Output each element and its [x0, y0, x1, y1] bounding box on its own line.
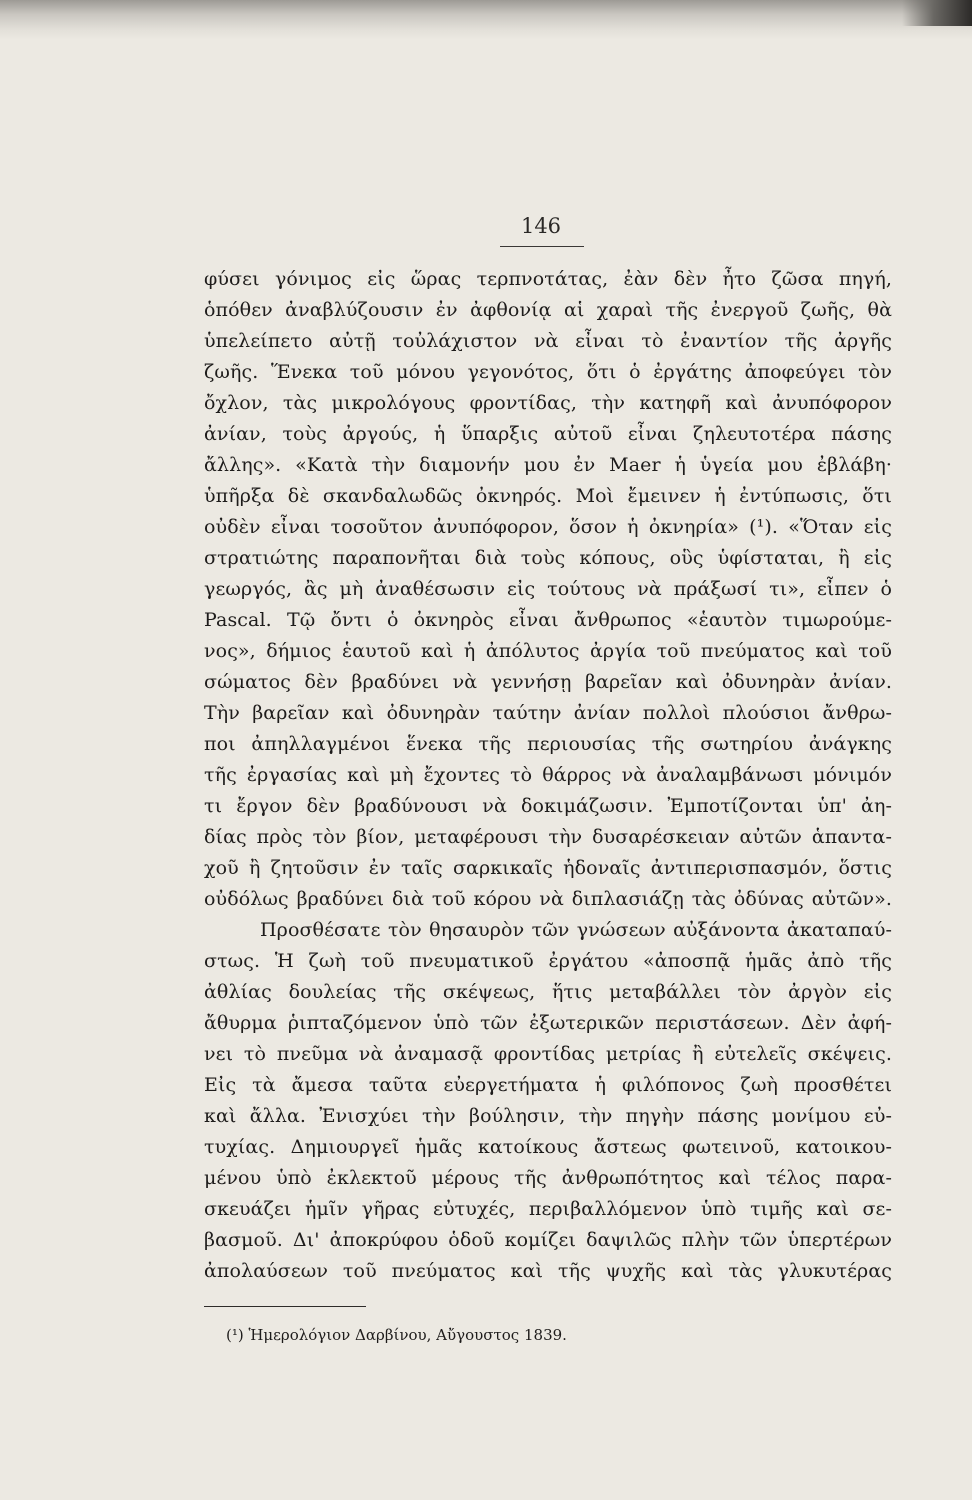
text-line: ὑπῆρξα δὲ σκανδαλωδῶς ὀκνηρός. Μοὶ ἔμεινεν ἡ ἐντύπωσις, ὅτι: [204, 485, 892, 507]
text-line: Pascal. Τῷ ὄντι ὁ ὀκνηρὸς εἶναι ἄνθρωπος «ἑαυτὸν τιμωρούμε-: [204, 609, 892, 631]
text-line: τι ἔργον δὲν βραδύνουσι νὰ δοκιμάζωσιν. Ἐμποτίζονται ὑπ' ἀη-: [204, 795, 892, 817]
text-line: στρατιώτης παραπονῆται διὰ τοὺς κόπους, οὓς ὑφίσταται, ἢ εἰς: [204, 547, 892, 569]
text-line: νει τὸ πνεῦμα νὰ ἀναμασᾷ φροντίδας μετρίας ἢ εὐτελεῖς σκέψεις.: [204, 1043, 892, 1065]
text-line: δίας πρὸς τὸν βίον, μεταφέρουσι τὴν δυσαρέσκειαν αὐτῶν ἁπαντα-: [204, 826, 892, 848]
scan-top-edge: [0, 0, 972, 40]
text-line: χοῦ ἢ ζητοῦσιν ἐν ταῖς σαρκικαῖς ἡδοναῖς ἀντιπερισπασμόν, ὅστις: [204, 857, 892, 879]
footnote-rule: [204, 1306, 366, 1307]
text-line: ἀθλίας δουλείας τῆς σκέψεως, ἥτις μεταβάλλει τὸν ἀργὸν εἰς: [204, 981, 892, 1003]
text-line: μένου ὑπὸ ἐκλεκτοῦ μέρους τῆς ἀνθρωπότητος καὶ τέλος παρα-: [204, 1167, 892, 1189]
page-number: 146: [520, 214, 562, 238]
footnote: (¹) Ἡμερολόγιον Δαρβίνου, Αὔγουστος 1839.: [226, 1326, 567, 1344]
text-line: Προσθέσατε τὸν θησαυρὸν τῶν γνώσεων αὐξάνοντα ἀκαταπαύ-: [260, 919, 892, 941]
text-line: ζωῆς. Ἕνεκα τοῦ μόνου γεγονότος, ὅτι ὁ ἐργάτης ἀποφεύγει τὸν: [204, 361, 892, 383]
text-line: ὄχλον, τὰς μικρολόγους φροντίδας, τὴν κατηφῆ καὶ ἀνυπόφορον: [204, 392, 892, 414]
scan-corner-shadow: [902, 0, 972, 26]
text-line: ἀπολαύσεων τοῦ πνεύματος καὶ τῆς ψυχῆς καὶ τὰς γλυκυτέρας: [204, 1260, 892, 1282]
text-line: σώματος δὲν βραδύνει νὰ γεννήσῃ βαρεῖαν καὶ ὀδυνηρὰν ἀνίαν.: [204, 671, 892, 693]
text-line: Εἰς τὰ ἄμεσα ταῦτα εὐεργετήματα ἡ φιλόπονος ζωὴ προσθέτει: [204, 1074, 892, 1096]
text-line: γεωργός, ἂς μὴ ἀναθέσωσιν εἰς τούτους νὰ πράξωσί τι», εἶπεν ὁ: [204, 578, 892, 600]
text-line: ἀνίαν, τοὺς ἀργούς, ἡ ὕπαρξις αὐτοῦ εἶναι ζηλευτοτέρα πάσης: [204, 423, 892, 445]
text-line: τῆς ἐργασίας καὶ μὴ ἔχοντες τὸ θάρρος νὰ ἀναλαμβάνωσι μόνιμόν: [204, 764, 892, 786]
text-line: οὐδόλως βραδύνει διὰ τοῦ κόρου νὰ διπλασιάζῃ τὰς ὀδύνας αὐτῶν».: [204, 888, 892, 910]
text-line: ὁπόθεν ἀναβλύζουσιν ἐν ἀφθονίᾳ αἱ χαραὶ τῆς ἐνεργοῦ ζωῆς, θὰ: [204, 299, 892, 321]
text-line: τυχίας. Δημιουργεῖ ἡμᾶς κατοίκους ἄστεως φωτεινοῦ, κατοικου-: [204, 1136, 892, 1158]
text-line: σκευάζει ἡμῖν γῆρας εὐτυχές, περιβαλλόμενον ὑπὸ τιμῆς καὶ σε-: [204, 1198, 892, 1220]
page-number-rule: [500, 246, 584, 247]
text-line: ποι ἀπηλλαγμένοι ἕνεκα τῆς περιουσίας τῆς σωτηρίου ἀνάγκης: [204, 733, 892, 755]
text-line: ὑπελείπετο αὐτῇ τοὐλάχιστον νὰ εἶναι τὸ ἐναντίον τῆς ἀργῆς: [204, 330, 892, 352]
body-text: [204, 264, 892, 1287]
text-line: ἄθυρμα ῥιπταζόμενον ὑπὸ τῶν ἐξωτερικῶν περιστάσεων. Δὲν ἀφή-: [204, 1012, 892, 1034]
text-line: οὐδὲν εἶναι τοσοῦτον ἀνυπόφορον, ὅσον ἡ ὀκνηρία» (¹). «Ὅταν εἰς: [204, 516, 892, 538]
text-line: στως. Ἡ ζωὴ τοῦ πνευματικοῦ ἐργάτου «ἀποσπᾷ ἡμᾶς ἀπὸ τῆς: [204, 950, 892, 972]
text-line: φύσει γόνιμος εἰς ὥρας τερπνοτάτας, ἐὰν δὲν ἦτο ζῶσα πηγή,: [204, 268, 892, 290]
text-line: βασμοῦ. Δι' ἀποκρύφου ὁδοῦ κομίζει δαψιλῶς πλὴν τῶν ὑπερτέρων: [204, 1229, 892, 1251]
text-line: νος», δήμιος ἑαυτοῦ καὶ ἡ ἀπόλυτος ἀργία τοῦ πνεύματος καὶ τοῦ: [204, 640, 892, 662]
text-line: ἄλλης». «Κατὰ τὴν διαμονήν μου ἐν Maer ἡ ὑγεία μου ἐβλάβη·: [204, 454, 892, 476]
text-line: καὶ ἄλλα. Ἐνισχύει τὴν βούλησιν, τὴν πηγὴν πάσης μονίμου εὐ-: [204, 1105, 892, 1127]
text-line: Τὴν βαρεῖαν καὶ ὀδυνηρὰν ταύτην ἀνίαν πολλοὶ πλούσιοι ἄνθρω-: [204, 702, 892, 724]
